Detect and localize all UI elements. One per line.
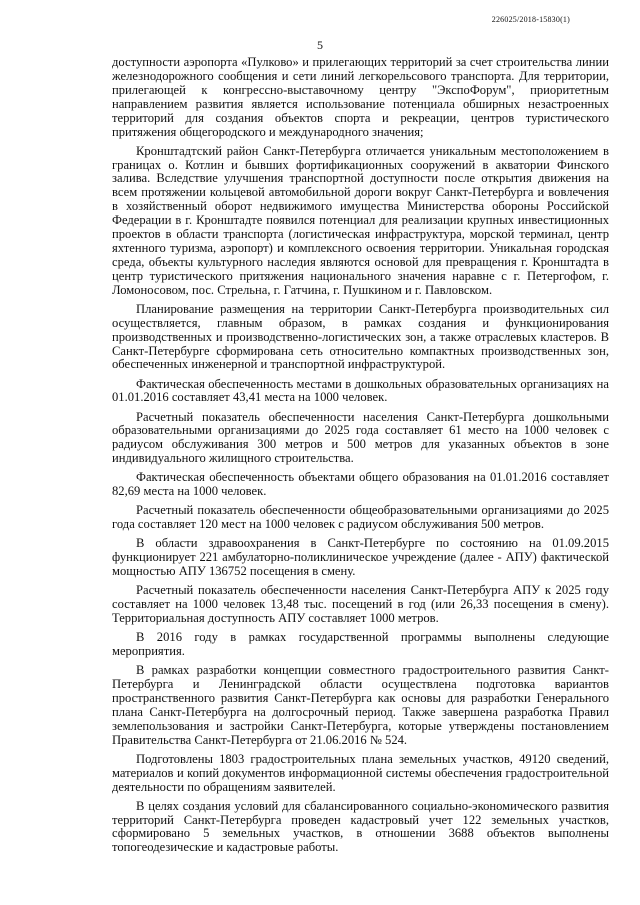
paragraph-10: В 2016 году в рамках государственной программы выполнены следующие мероприятия.: [112, 630, 609, 659]
document-number: 226025/2018-15830(1): [491, 15, 570, 24]
paragraph-12: Подготовлены 1803 градостроительных плана земельных участков, 49120 сведений, материалов и копий документов информационной системы обеспечения градостроительной деятельности по обращениям заявителей.: [112, 751, 609, 794]
paragraph-7: Расчетный показатель обеспеченности общеобразовательными организациями до 2025 года составляет 120 мест на 1000 человек с радиусом обслуживания 500 метров.: [112, 503, 609, 532]
paragraph-4: Фактическая обеспеченность местами в дошкольных образовательных организациях на 01.01.2016 составляет 43,41 места на 1000 человек.: [112, 376, 609, 405]
paragraph-3: Планирование размещения на территории Санкт-Петербурга производительных сил осуществляется, главным образом, в рамках создания и функционирования производственных и производственно-логистических зон, а также отраслевых кластеров. В Санкт-Петербурге сформирована сеть относительно компактных производственных зон, обеспеченных инженерной и транспортной инфраструктурой.: [112, 301, 609, 372]
paragraph-9: Расчетный показатель обеспеченности населения Санкт-Петербурга АПУ к 2025 году составляет на 1000 человек 13,48 тыс. посещений в год (или 26,33 посещения в смену). Территориальная доступность АПУ составляет 1000 метров.: [112, 583, 609, 626]
paragraph-2: Кронштадтский район Санкт-Петербурга отличается уникальным местоположением в границах о. Котлин и бывших фортификационных сооружений в акватории Финского залива. Вследствие улучшения транспортной доступности после открытия движения на всем протяжении кольцевой автомобильной дороги вокруг Санкт-Петербурга и вовлечения в хозяйственный оборот недвижимого имущества Министерства обороны Российской Федерации в г. Кронштадте появился потенциал для реализации крупных инвестиционных проектов в области транспорта (логистическая инфраструктура, морской терминал, центр яхтенного туризма, аэропорт) и комплексного освоения территории. Уникальная городская среда, объекты культурного наследия являются основой для превращения г. Кронштадта в центр туристического притяжения национального значения наравне с г. Петергофом, г. Ломоносовом, пос. Стрельна, г. Гатчина, г. Пушкином и г. Павловском.: [112, 143, 609, 297]
paragraph-6: Фактическая обеспеченность объектами общего образования на 01.01.2016 составляет 82,69 места на 1000 человек.: [112, 470, 609, 499]
paragraph-5: Расчетный показатель обеспеченности населения Санкт-Петербурга дошкольными образовательными организациями до 2025 года составляет 61 место на 1000 человек с радиусом обслуживания 300 метров и 500 метров для указанных объектов в зоне индивидуального жилищного строительства.: [112, 409, 609, 466]
paragraph-13: В целях создания условий для сбалансированного социально-экономического развития территорий Санкт-Петербурга проведен кадастровый учет 122 земельных участков, сформировано 5 земельных участков, в отношении 3688 объектов выполнены топогеодезические и кадастровые работы.: [112, 798, 609, 855]
paragraph-1: доступности аэропорта «Пулково» и прилегающих территорий за счет строительства линии железнодорожного сообщения и сети линий легкорельсового транспорта. Для территории, прилегающей к конгрессно-выставочному центру "ЭкспоФорум", приоритетным направлением развития является использование потенциала обширных незастроенных территорий для создания объектов спорта и рекреации, центров туристического притяжения общегородского и международного значения;: [112, 55, 609, 139]
document-body: [112, 56, 609, 860]
paragraph-8: В области здравоохранения в Санкт-Петербурге по состоянию на 01.09.2015 функционирует 221 амбулаторно-поликлиническое учреждение (далее - АПУ) фактической мощностью АПУ 136752 посещения в смену.: [112, 536, 609, 579]
page-number: 5: [317, 38, 323, 52]
paragraph-11: В рамках разработки концепции совместного градостроительного развития Санкт-Петербурга и Ленинградской области осуществлена подготовка вариантов пространственного развития Санкт-Петербурга как основы для разработки Генерального плана Санкт-Петербурга на долгосрочный период. Также завершена разработка Правил землепользования и застройки Санкт-Петербурга, которые утверждены постановлением Правительства Санкт-Петербурга от 21.06.2016 № 524.: [112, 663, 609, 747]
